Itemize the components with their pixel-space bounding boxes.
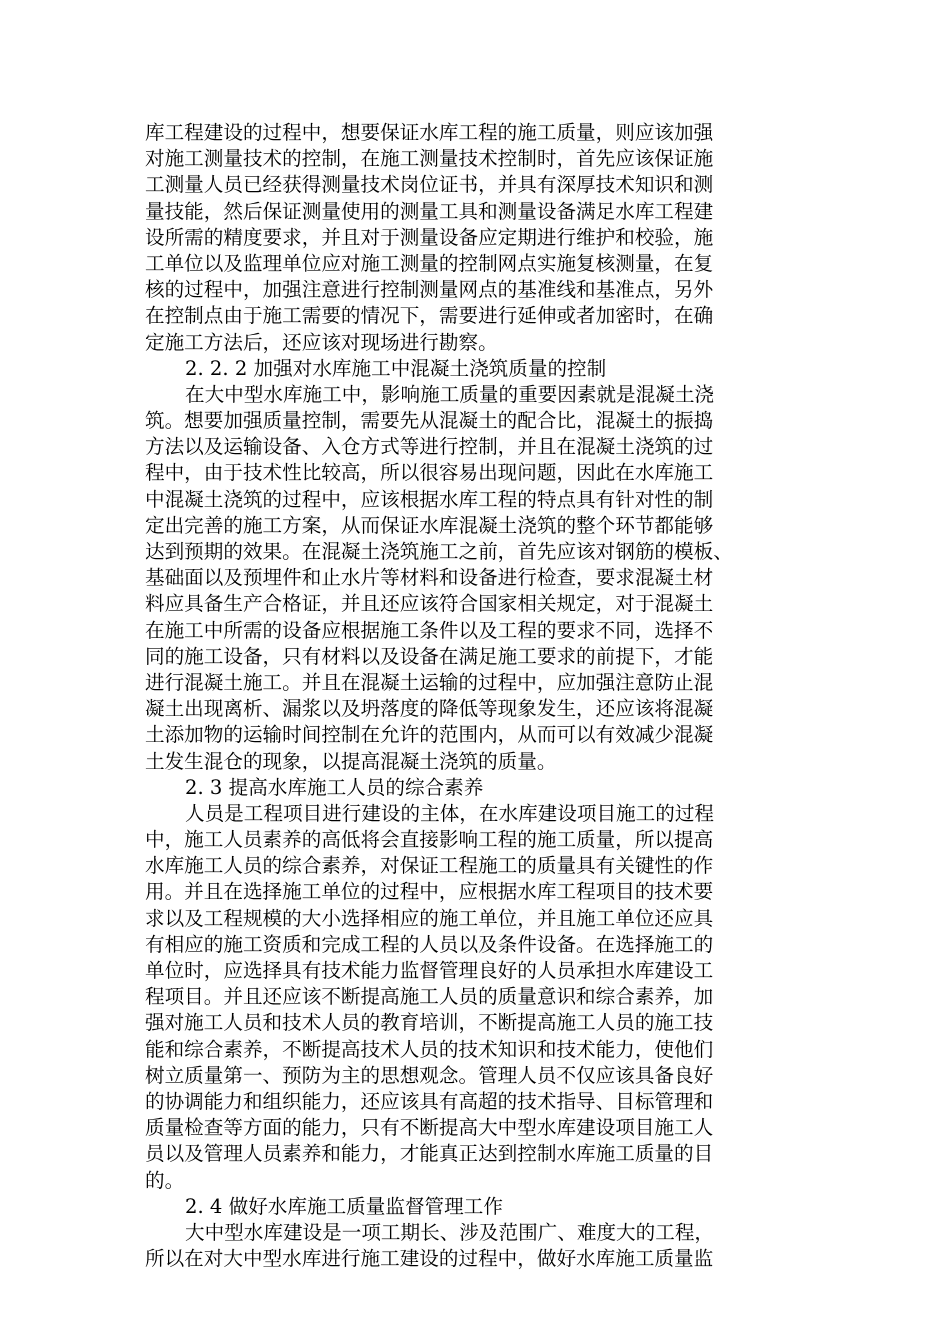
text-line: 有相应的施工资质和完成工程的人员以及条件设备。在选择施工的 (145, 932, 714, 956)
text-line: 用。并且在选择施工单位的过程中，应根据水库工程项目的技术要 (145, 880, 714, 904)
text-line: 强对施工人员和技术人员的教育培训，不断提高施工人员的施工技 (145, 1011, 714, 1035)
text-line: 方法以及运输设备、入仓方式等进行控制，并且在混凝土浇筑的过 (145, 435, 714, 459)
document-body (145, 120, 805, 1272)
text-line: 工单位以及监理单位应对施工测量的控制网点实施复核测量，在复 (145, 251, 714, 275)
text-line: 工测量人员已经获得测量技术岗位证书，并具有深厚技术知识和测 (145, 173, 714, 197)
section-heading: 2. 3 提高水库施工人员的综合素养 (185, 775, 484, 799)
text-line: 同的施工设备，只有材料以及设备在满足施工要求的前提下，才能 (145, 644, 714, 668)
text-line: 进行混凝土施工。并且在混凝土运输的过程中，应加强注意防止混 (145, 670, 714, 694)
text-line: 料应具备生产合格证，并且还应该符合国家相关规定，对于混凝土 (145, 592, 714, 616)
section-heading: 2. 4 做好水库施工质量监督管理工作 (185, 1194, 503, 1218)
text-line: 单位时，应选择具有技术能力监督管理良好的人员承担水库建设工 (145, 959, 714, 982)
text-line: 的。 (145, 1168, 185, 1192)
text-line: 定出完善的施工方案，从而保证水库混凝土浇筑的整个环节都能够 (145, 513, 714, 537)
text-line: 的协调能力和组织能力，还应该具有高超的技术指导、目标管理和 (145, 1089, 714, 1113)
text-line: 能和综合素养，不断提高技术人员的技术知识和技术能力，使他们 (145, 1037, 714, 1061)
text-line: 质量检查等方面的能力，只有不断提高大中型水库建设项目施工人 (145, 1116, 714, 1140)
text-line: 程中，由于技术性比较高，所以很容易出现问题，因此在水库施工 (145, 461, 714, 485)
text-line: 土发生混仓的现象，以提高混凝土浇筑的质量。 (145, 749, 557, 773)
text-line: 树立质量第一、预防为主的思想观念。管理人员不仅应该具备良好 (145, 1063, 714, 1087)
text-line: 中，施工人员素养的高低将会直接影响工程的施工质量，所以提高 (145, 828, 714, 852)
text-line: 大中型水库建设是一项工期长、涉及范围广、难度大的工程， (185, 1220, 715, 1244)
text-line: 中混凝土浇筑的过程中，应该根据水库工程的特点具有针对性的制 (145, 487, 714, 511)
text-line: 基础面以及预埋件和止水片等材料和设备进行检查，要求混凝土材 (145, 566, 714, 590)
text-line: 所以在对大中型水库进行施工建设的过程中，做好水库施工质量监 (145, 1247, 714, 1271)
text-line: 在大中型水库施工中，影响施工质量的重要因素就是混凝土浇 (185, 382, 715, 406)
text-line: 人员是工程项目进行建设的主体，在水库建设项目施工的过程 (185, 801, 715, 825)
text-line: 土添加物的运输时间控制在允许的范围内，从而可以有效减少混凝 (145, 723, 714, 747)
text-line: 在施工中所需的设备应根据施工条件以及工程的要求不同，选择不 (145, 618, 714, 642)
text-line: 凝土出现离析、漏浆以及坍落度的降低等现象发生，还应该将混凝 (145, 697, 714, 721)
text-line: 核的过程中，加强注意进行控制测量网点的基准线和基准点，另外 (145, 278, 714, 302)
text-line: 量技能，然后保证测量使用的测量工具和测量设备满足水库工程建 (145, 199, 714, 223)
text-line: 设所需的精度要求，并且对于测量设备应定期进行维护和校验，施 (145, 225, 714, 249)
text-line: 水库施工人员的综合素养，对保证工程施工的质量具有关键性的作 (145, 854, 714, 878)
text-line: 求以及工程规模的大小选择相应的施工单位，并且施工单位还应具 (145, 906, 714, 930)
text-line: 筑。想要加强质量控制，需要先从混凝土的配合比，混凝土的振捣 (145, 409, 714, 433)
text-line: 达到预期的效果。在混凝土浇筑施工之前，首先应该对钢筋的模板、 (145, 540, 733, 563)
text-line: 在控制点由于施工需要的情况下，需要进行延伸或者加密时，在确 (145, 304, 714, 328)
text-line: 程项目。并且还应该不断提高施工人员的质量意识和综合素养，加 (145, 985, 714, 1009)
text-line: 库工程建设的过程中，想要保证水库工程的施工质量，则应该加强 (145, 121, 714, 144)
text-line: 对施工测量技术的控制，在施工测量技术控制时，首先应该保证施 (145, 147, 714, 171)
text-line: 员以及管理人员素养和能力，才能真正达到控制水库施工质量的目 (145, 1142, 714, 1166)
text-line: 定施工方法后，还应该对现场进行勘察。 (145, 330, 498, 354)
section-heading: 2. 2. 2 加强对水库施工中混凝土浇筑质量的控制 (185, 356, 607, 380)
